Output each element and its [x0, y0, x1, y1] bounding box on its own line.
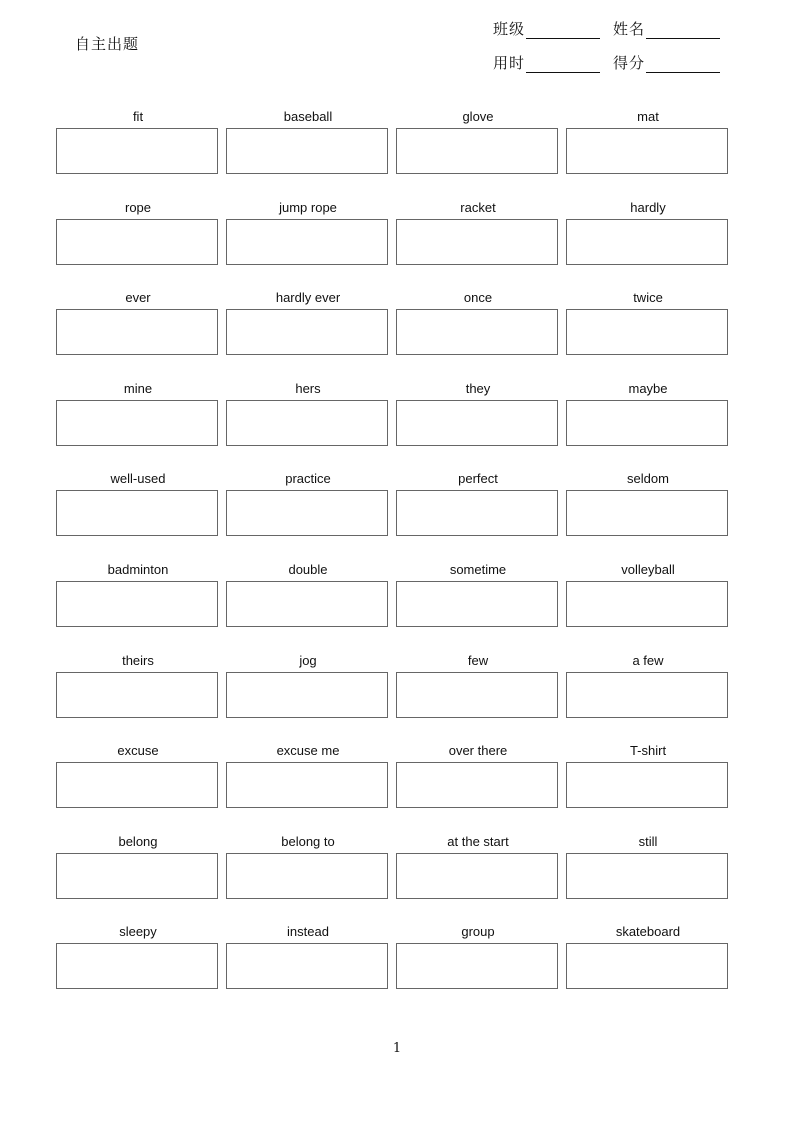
answer-box[interactable] — [396, 128, 558, 174]
vocab-item — [226, 198, 390, 289]
worksheet-title: 自主出题 — [75, 35, 140, 53]
answer-box[interactable] — [396, 853, 558, 899]
vocab-word: group — [461, 924, 495, 940]
vocab-word: excuse — [117, 743, 159, 759]
answer-box[interactable] — [396, 219, 558, 265]
answer-box[interactable] — [56, 672, 218, 718]
student-info-row-2 — [493, 52, 733, 86]
vocab-item — [396, 107, 560, 198]
vocab-item — [226, 922, 390, 1013]
vocab-word: well-used — [110, 471, 166, 487]
vocab-item — [566, 741, 730, 832]
vocab-word: jog — [299, 652, 317, 668]
vocab-word: instead — [287, 924, 329, 940]
vocab-item — [566, 560, 730, 651]
answer-box[interactable] — [226, 490, 388, 536]
answer-box[interactable] — [566, 762, 728, 808]
vocab-word: sometime — [449, 561, 507, 577]
student-info — [493, 18, 733, 86]
vocab-word: jump rope — [279, 199, 337, 215]
answer-box[interactable] — [226, 400, 388, 446]
vocab-word: skateboard — [615, 924, 681, 940]
class-blank[interactable] — [526, 24, 600, 39]
answer-box[interactable] — [396, 490, 558, 536]
vocab-item — [226, 288, 390, 379]
vocab-item — [566, 922, 730, 1013]
vocab-item — [396, 922, 560, 1013]
vocab-item — [396, 651, 560, 742]
vocab-item — [396, 288, 560, 379]
vocab-word: hers — [295, 380, 321, 396]
vocab-item — [396, 469, 560, 560]
vocab-word: badminton — [107, 561, 169, 577]
vocab-item — [396, 560, 560, 651]
vocab-word: seldom — [627, 471, 669, 487]
vocab-item — [566, 379, 730, 470]
vocab-item — [56, 832, 220, 923]
vocab-item — [226, 832, 390, 923]
vocab-word: volleyball — [621, 561, 675, 577]
vocab-word: hardly ever — [275, 290, 341, 306]
vocab-word: double — [288, 561, 328, 577]
answer-box[interactable] — [226, 853, 388, 899]
vocab-item — [396, 198, 560, 289]
vocab-word: they — [465, 380, 491, 396]
vocab-word: a few — [632, 652, 664, 668]
vocab-word: T-shirt — [629, 743, 667, 759]
vocab-word: sleepy — [119, 924, 157, 940]
vocab-item — [56, 922, 220, 1013]
vocab-item — [566, 469, 730, 560]
vocab-item — [226, 651, 390, 742]
name-field[interactable] — [613, 18, 733, 39]
vocab-item — [56, 107, 220, 198]
answer-box[interactable] — [226, 219, 388, 265]
vocab-word: baseball — [283, 109, 333, 124]
answer-box[interactable] — [226, 943, 388, 989]
answer-box[interactable] — [566, 128, 728, 174]
vocab-item — [56, 741, 220, 832]
score-field[interactable] — [613, 52, 733, 73]
vocab-word: few — [467, 652, 489, 668]
vocab-item — [226, 379, 390, 470]
answer-box[interactable] — [56, 762, 218, 808]
answer-box[interactable] — [56, 490, 218, 536]
vocab-item — [566, 107, 730, 198]
answer-box[interactable] — [226, 128, 388, 174]
vocab-word: excuse me — [276, 743, 340, 759]
answer-box[interactable] — [396, 943, 558, 989]
answer-box[interactable] — [56, 219, 218, 265]
vocab-word: still — [638, 833, 658, 849]
vocab-item — [566, 288, 730, 379]
vocab-word: fit — [132, 109, 144, 124]
answer-box[interactable] — [226, 581, 388, 627]
vocab-word: over there — [448, 743, 508, 759]
answer-box[interactable] — [56, 943, 218, 989]
vocab-word: perfect — [458, 471, 498, 487]
vocab-word: theirs — [122, 652, 154, 668]
name-label: 姓名 — [613, 20, 646, 38]
answer-box[interactable] — [56, 581, 218, 627]
answer-box[interactable] — [566, 490, 728, 536]
answer-box[interactable] — [56, 309, 218, 355]
vocab-word: hardly — [630, 199, 666, 215]
answer-box[interactable] — [566, 400, 728, 446]
vocab-word: rope — [124, 199, 152, 215]
answer-box[interactable] — [226, 672, 388, 718]
vocab-word: belong — [118, 833, 158, 849]
vocab-item — [56, 379, 220, 470]
answer-box[interactable] — [566, 219, 728, 265]
answer-box[interactable] — [396, 762, 558, 808]
vocab-word: once — [463, 290, 493, 306]
vocab-item — [226, 107, 390, 198]
page-number: 1 — [392, 1041, 402, 1056]
vocab-item — [226, 469, 390, 560]
answer-box[interactable] — [56, 853, 218, 899]
answer-box[interactable] — [396, 309, 558, 355]
vocab-item — [56, 469, 220, 560]
vocab-item — [396, 832, 560, 923]
answer-box[interactable] — [566, 943, 728, 989]
answer-box[interactable] — [566, 581, 728, 627]
answer-box[interactable] — [226, 762, 388, 808]
answer-box[interactable] — [566, 672, 728, 718]
answer-box[interactable] — [56, 400, 218, 446]
vocab-item — [566, 832, 730, 923]
vocab-word: glove — [462, 109, 494, 124]
vocab-item — [226, 560, 390, 651]
vocab-item — [226, 741, 390, 832]
vocab-item — [56, 198, 220, 289]
answer-box[interactable] — [396, 672, 558, 718]
vocab-item — [396, 741, 560, 832]
vocab-word: belong to — [281, 833, 335, 849]
score-blank[interactable] — [646, 58, 720, 73]
student-info-row-1 — [493, 18, 733, 52]
vocab-item — [56, 651, 220, 742]
answer-box[interactable] — [396, 400, 558, 446]
time-field[interactable] — [493, 52, 613, 73]
vocab-word: maybe — [628, 380, 668, 396]
vocab-word: at the start — [447, 833, 509, 849]
vocab-item — [56, 560, 220, 651]
answer-box[interactable] — [226, 309, 388, 355]
answer-box[interactable] — [396, 581, 558, 627]
class-field[interactable] — [493, 18, 613, 39]
vocab-word: practice — [285, 471, 331, 487]
vocab-item — [566, 198, 730, 289]
vocab-item — [56, 288, 220, 379]
vocab-word: twice — [633, 290, 663, 306]
class-label: 班级 — [493, 20, 526, 38]
vocab-word: ever — [125, 290, 151, 306]
vocab-item — [566, 651, 730, 742]
name-blank[interactable] — [646, 24, 720, 39]
vocab-word: mat — [637, 109, 659, 124]
answer-box[interactable] — [56, 128, 218, 174]
answer-box[interactable] — [566, 309, 728, 355]
time-blank[interactable] — [526, 58, 600, 73]
vocabulary-grid — [56, 107, 732, 1013]
time-label: 用时 — [493, 54, 526, 72]
score-label: 得分 — [613, 54, 646, 72]
vocab-word: mine — [123, 380, 153, 396]
vocab-word: racket — [460, 199, 496, 215]
answer-box[interactable] — [566, 853, 728, 899]
vocab-item — [396, 379, 560, 470]
